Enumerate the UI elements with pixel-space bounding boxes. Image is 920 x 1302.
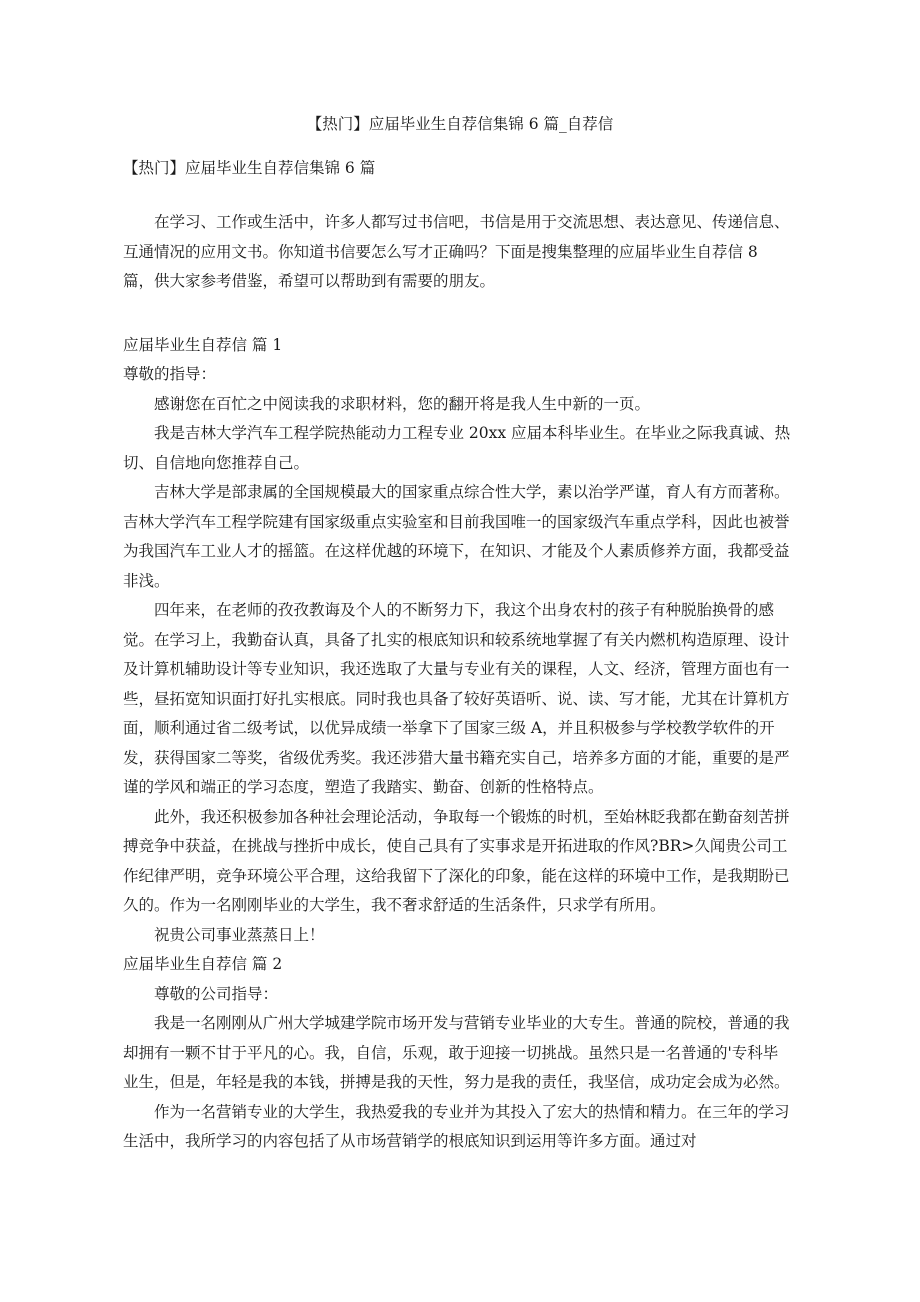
letter-1-paragraph: 吉林大学是部隶属的全国规模最大的国家重点综合性大学，素以治学严谨，育人有方而著称。吉林大学汽车工程学院建有国家级重点实验室和目前我国唯一的国家级汽车重点学科，因此也被誉为我国汽车工业人才的摇篮。在这样优越的环境下，在知识、才能及个人素质修养方面，我都受益非浅。 [123,483,790,590]
letter-1-paragraph: 我是吉林大学汽车工程学院热能动力工程专业 20xx 应届本科毕业生。在毕业之际我真诚、热切、自信地向您推荐自己。 [123,424,791,472]
letter-1-salutation: 尊敬的指导： [123,365,217,383]
letter-1-paragraph: 感谢您在百忙之中阅读我的求职材料，您的翻开将是我人生中新的一页。 [154,394,651,413]
document-body [123,208,791,1157]
letter-2-paragraph: 我是一名刚刚从广州大学城建学院市场开发与营销专业毕业的大专生。普通的院校，普通的我却拥有一颗不甘于平凡的心。我，自信，乐观，敢于迎接一切挑战。虽然只是一名普通的'专科毕业生，但是，年轻是我的本钱，拼搏是我的天性，努力是我的责任，我坚信，成功定会成为必然。 [123,1014,790,1091]
intro-paragraph: 在学习、工作或生活中，许多人都写过书信吧，书信是用于交流思想、表达意见、传递信息、互通情况的应用文书。你知道书信要怎么写才正确吗？下面是搜集整理的应届毕业生自荐信 8 篇，供大家参考借鉴，希望可以帮助到有需要的朋友。 [123,213,790,290]
letter-2 [123,950,791,1157]
letter-1-paragraph: 此外，我还积极参加各种社会理论活动，争取每一个锻炼的时机，至始林眨我都在勤奋刻苦拼搏竞争中获益，在挑战与挫折中成长，使自己具有了实事求是开拓进取的作风?BR>久闻贵公司工作纪律严明，竞争环境公平合理，这给我留下了深化的印象，能在这样的环境中工作，是我期盼已久的。作为一名刚刚毕业的大学生，我不奢求舒适的生活条件，只求学有所用。 [123,807,790,914]
letter-1 [123,331,791,951]
letter-1-paragraph: 四年来，在老师的孜孜教诲及个人的不断努力下，我这个出身农村的孩子有种脱胎换骨的感觉。在学习上，我勤奋认真，具备了扎实的根底知识和较系统地掌握了有关内燃机构造原理、设计及计算机辅助设计等专业知识，我还选取了大量与专业有关的课程，人文、经济，管理方面也有一些，昼拓宽知识面打好扎实根底。同时我也具备了较好英语听、说、读、写才能，尤其在计算机方面，顺利通过省二级考试，以优异成绩一举拿下了国家三级 A，并且积极参与学校教学软件的开发，获得国家二等奖，省级优秀奖。我还涉猎大量书籍充实自己，培养多方面的才能，重要的是严谨的学风和端正的学习态度，塑造了我踏实、勤奋、创新的性格特点。 [123,601,790,796]
letter-2-heading: 应届毕业生自荐信 篇 2 [123,955,283,973]
document-subtitle: 【热门】应届毕业生自荐信集锦 6 篇 [123,159,376,177]
letter-1-heading: 应届毕业生自荐信 篇 1 [123,335,283,354]
document-title: 【热门】应届毕业生自荐信集锦 6 篇_自荐信 [306,115,614,133]
letter-1-closing: 祝贵公司事业蒸蒸日上！ [154,925,325,944]
letter-2-salutation: 尊敬的公司指导： [154,984,279,1003]
letter-2-paragraph: 作为一名营销专业的大学生，我热爱我的专业并为其投入了宏大的热情和精力。在三年的学习生活中，我所学习的内容包括了从市场营销学的根底知识到运用等许多方面。通过对 [123,1102,790,1150]
